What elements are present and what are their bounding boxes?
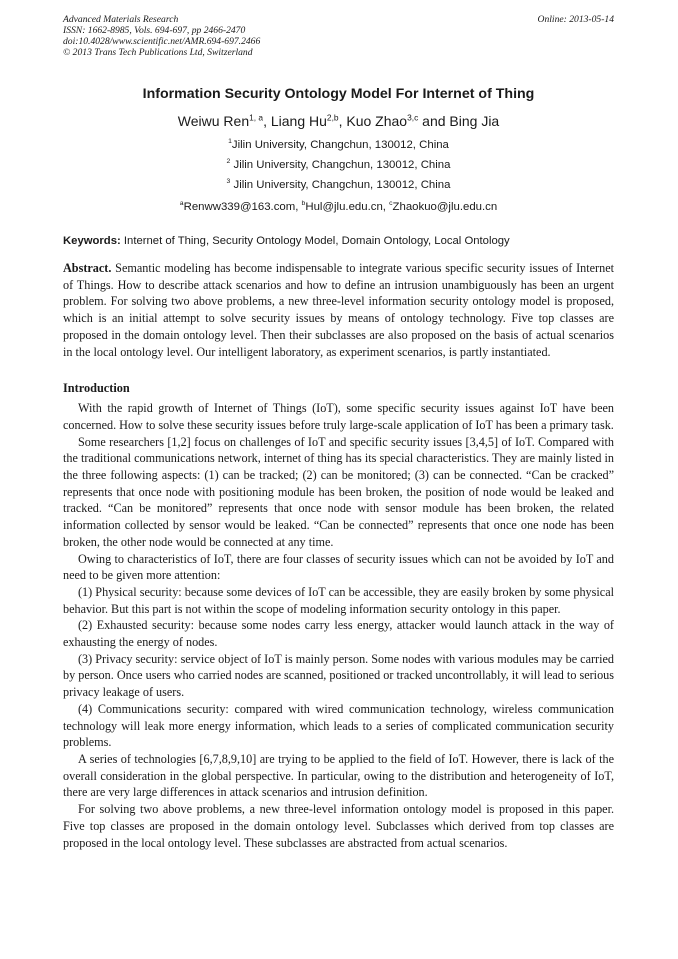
author-sup: 3,c	[407, 112, 419, 123]
paragraph: For solving two above problems, a new three-level information ontology model is proposed in this paper. Five top classes are proposed in the domain ontology level. Subclasses which derived from top classes are proposed in the local ontology level. These subclasses are abstracted from actual scenarios.	[63, 802, 614, 850]
paragraph: Owing to characteristics of IoT, there are four classes of security issues which can not be avoided by IoT and need to be given more attention:	[63, 551, 614, 583]
abstract	[63, 260, 614, 360]
section-heading-introduction: Introduction	[63, 381, 130, 396]
email-text: Zhaokuo@jlu.edu.cn	[392, 201, 498, 213]
paragraph: With the rapid growth of Internet of Things (IoT), some specific security issues against IoT have been concerned. How to solve these security issues before truly large-scale application of IoT has been a primary task.	[63, 401, 614, 432]
paper-page	[63, 14, 614, 851]
email-text: Hul@jlu.edu.cn,	[305, 201, 390, 213]
author-emails	[63, 200, 614, 214]
email-sup: b	[301, 200, 306, 208]
paragraph: A series of technologies [6,7,8,9,10] are trying to be applied to the field of IoT. However, there is lack of the overall consideration in the global perspective. In particular, owing to the distribution and heterogeneity of IoT, there are very large differences in attack scenarios and intrusion definition.	[63, 751, 614, 800]
affiliation-sup: 1	[228, 138, 232, 146]
issn-line: ISSN: 1662-8985, Vols. 694-697, pp 2466-2470	[63, 25, 246, 36]
paragraph: (3) Privacy security: service object of IoT is mainly person. Some nodes with various modules may be carried by person. Once users who carried nodes are scanned, positioned or tracked uncontrollably, it will lead to serious privacy leakage of users.	[63, 651, 614, 700]
affiliation-text: Jilin University, Changchun, 130012, China	[231, 139, 449, 151]
affiliation-1	[63, 138, 614, 152]
author-list	[63, 112, 614, 130]
online-date: Online: 2013-05-14	[537, 14, 614, 25]
affiliation-text: Jilin University, Changchun, 130012, China	[230, 159, 451, 171]
email-sup: a	[179, 200, 184, 208]
email-text: Renww339@163.com,	[183, 201, 302, 213]
author-name: Weiwu Ren	[177, 113, 250, 129]
copyright-line: © 2013 Trans Tech Publications Ltd, Switzerland	[63, 47, 253, 58]
affiliation-2	[63, 158, 614, 172]
paragraph: (1) Physical security: because some devices of IoT can be accessible, they are easily broken by some physical behavior. But this part is not within the scope of modeling information security ontology in this paper.	[63, 584, 614, 616]
keywords	[63, 234, 614, 248]
abstract-label: Abstract.	[63, 261, 112, 275]
affiliation-3	[63, 178, 614, 192]
paragraph: (4) Communications security: compared with wired communication technology, wireless communication technology will leak more energy information, which leads to a series of complicated communication security problems.	[63, 701, 614, 750]
affiliation-sup: 2	[226, 158, 231, 166]
keywords-label: Keywords:	[63, 235, 121, 247]
abstract-text: Semantic modeling has become indispensable to integrate various specific security issues of Internet of Things. How to describe attack scenarios and how to define an intrusion unambiguously has been an urgent problem. For solving two above problems, a new three-level information security ontology model is proposed, which is an initial attempt to solve security issues by means of ontology technology. Five top classes are proposed in the domain ontology level. Then their subclasses are also proposed on the basis of actual scenarios in the local ontology level. Our intelligent laboratory, as experiment scenarios, is partly instantiated.	[63, 261, 614, 359]
doi-line: doi:10.4028/www.scientific.net/AMR.694-697.2466	[63, 36, 261, 47]
author-sup: 2,b	[326, 112, 339, 123]
keywords-text: Internet of Thing, Security Ontology Model, Domain Ontology, Local Ontology	[120, 235, 510, 247]
paper-title: Information Security Ontology Model For Internet of Thing	[142, 86, 535, 102]
email-sup: c	[389, 200, 393, 208]
journal-name: Advanced Materials Research	[63, 14, 179, 25]
author-name: , Liang Hu	[263, 113, 327, 129]
author-sup: 1, a	[249, 112, 264, 123]
journal-header	[63, 14, 614, 58]
affiliation-sup: 3	[226, 178, 231, 186]
author-name: and Bing Jia	[418, 113, 500, 129]
author-name: , Kuo Zhao	[338, 113, 408, 129]
introduction-body	[63, 400, 614, 851]
affiliation-text: Jilin University, Changchun, 130012, China	[230, 179, 451, 191]
paragraph: (2) Exhausted security: because some nodes carry less energy, attacker would launch attack in the way of exhausting the energy of nodes.	[63, 618, 614, 650]
paragraph: Some researchers [1,2] focus on challenges of IoT and specific security issues [3,4,5] of IoT. Compared with the traditional communications network, internet of thing has its special characteristics. They are mainly listed in the three following aspects: (1) can be tracked; (2) can be monitored; (3) can be connected. “Can be cracked” represents that once node with positioning module has been broken, the position of node would be leaked and tracked. “Can be monitored” represents that once node with sensor module has been broken, the related information collected by sensor would be leaked. “Can be connected” represents that once one node has been broken, the other node would be connected at any time.	[63, 434, 614, 549]
